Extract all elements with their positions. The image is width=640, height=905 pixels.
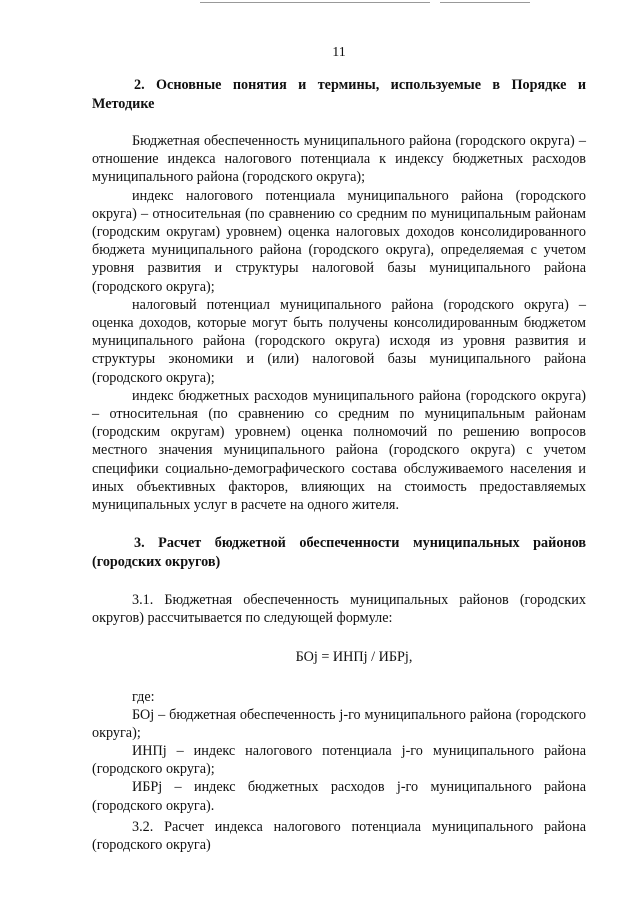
paragraph: 3.1. Бюджетная обеспеченность муниципальных районов (городских округов) рассчитывается по следующей формуле: [92,592,586,627]
section-heading: 3. Расчет бюджетной обеспеченности муниципальных районов (городских округов) [92,535,586,571]
formula-term-definition: ИНПj – индекс налогового потенциала j-го муниципального района (городского округа); [92,743,586,778]
definition-paragraph: налоговый потенциал муниципального района (городского округа) – оценка доходов, которые могут быть получены консолидированным бюджетом муниципального района (городского округа) исходя из уровня развития и структуры экономики и (или) налоговой базы муниципального района (городского округа); [92,296,586,386]
scan-top-rule [200,2,430,3]
document-page [92,44,586,854]
definition-paragraph: Бюджетная обеспеченность муниципального района (городского округа) – отношение индекса налогового потенциала к индексу бюджетных расходов муниципального района (городского округа); [92,133,586,186]
formula-term-definition: БОj – бюджетная обеспеченность j-го муниципального района (городского округа); [92,706,586,741]
definition-paragraph: индекс бюджетных расходов муниципального района (городского округа) – относительная (по сравнению со средним по муниципальным районам (городским округам) уровнем) оценка полномочий по решению вопросов местного значения муниципального района (городского округа) с учетом специфики социально-демографического состава обслуживаемого населения и иных объективных факторов, влияющих на стоимость предоставляемых муниципальных услуг в расчете на одного жителя. [92,387,586,514]
scan-top-rule [440,2,530,3]
definition-paragraph: индекс налогового потенциала муниципального района (городского округа) – относительная (по сравнению со средним по муниципальным районам (городским округам) уровнем) оценка налоговых доходов консолидированного бюджета муниципального района (городского округа), определяемая с учетом уровня развития и структуры налоговой базы муниципального района (городского округа); [92,187,586,295]
subsection-paragraph: 3.2. Расчет индекса налогового потенциала муниципального района (городского округа) [92,818,586,854]
where-label: где: [132,688,155,705]
section-heading: 2. Основные понятия и термины, используемые в Порядке и Методике [92,77,586,112]
formula-term-definition: ИБРj – индекс бюджетных расходов j-го муниципального района (городского округа). [92,779,586,814]
formula: БОj = ИНПj / ИБРj, [295,648,413,665]
page-number: 11 [332,45,346,60]
